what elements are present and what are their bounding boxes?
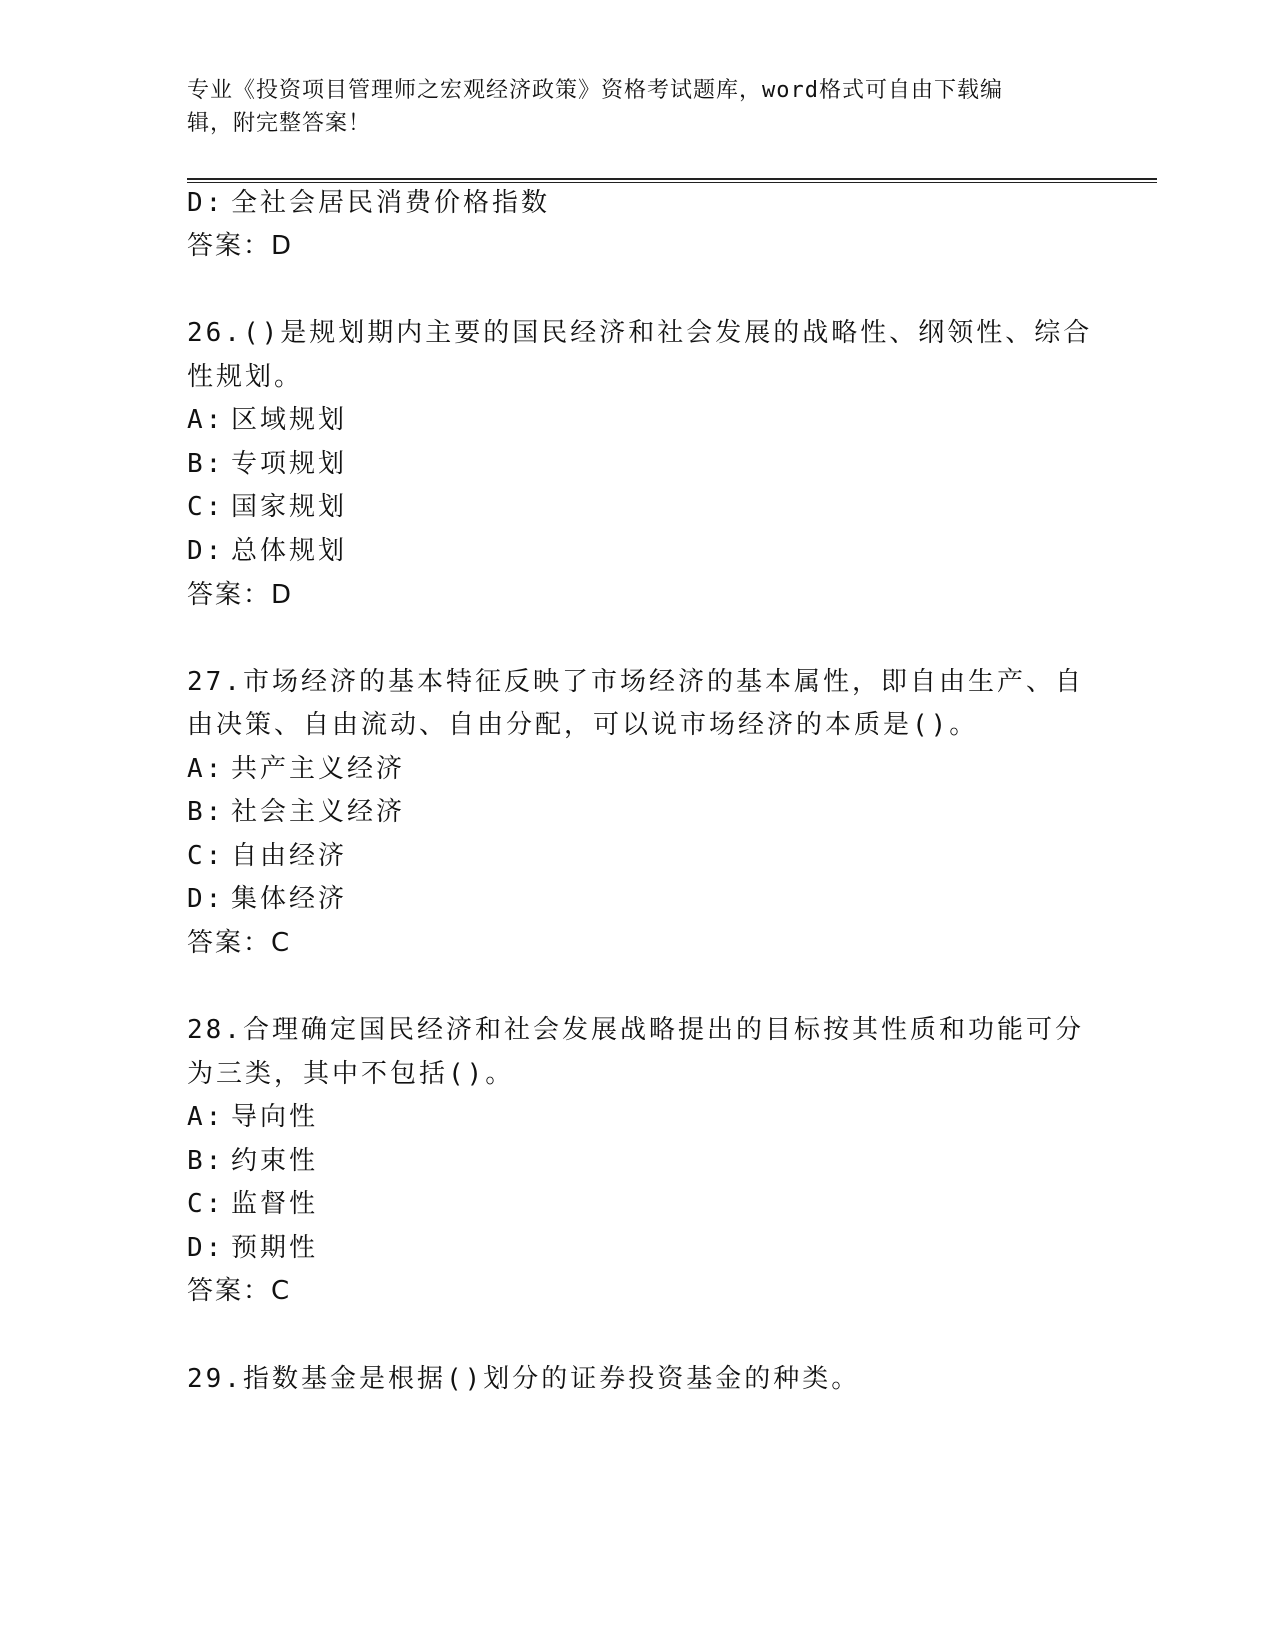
option-text: 区域规划 (231, 405, 348, 435)
option-c (187, 839, 347, 873)
option-prefix: D: (187, 188, 225, 218)
option-a (187, 752, 405, 786)
option-prefix: B: (187, 1146, 225, 1176)
option-d (187, 882, 347, 916)
option-text: 社会主义经济 (231, 797, 406, 827)
option-text: 约束性 (231, 1146, 319, 1176)
answer-line: 答案：C (187, 1276, 292, 1306)
question-26-line-2: 性规划。 (187, 362, 304, 392)
option-prefix: A: (187, 754, 225, 784)
answer-line: 答案：D (187, 231, 294, 261)
question-28-line-1: 28.合理确定国民经济和社会发展战略提出的目标按其性质和功能可分 (187, 1015, 1084, 1045)
answer-line: 答案：C (187, 928, 292, 958)
option-text: 自由经济 (231, 841, 348, 871)
option-a (187, 1100, 318, 1134)
option-b (187, 1144, 318, 1178)
option-b (187, 447, 347, 481)
document-header (187, 74, 1067, 140)
option-text: 监督性 (231, 1189, 319, 1219)
option-c (187, 490, 347, 524)
option-text: 预期性 (231, 1233, 319, 1263)
option-d (187, 186, 550, 220)
question-28-line-2: 为三类，其中不包括()。 (187, 1059, 515, 1089)
option-prefix: D: (187, 884, 225, 914)
option-d (187, 534, 347, 568)
option-text: 专项规划 (231, 449, 348, 479)
header-line-1: 专业《投资项目管理师之宏观经济政策》资格考试题库，word格式可自由下载编 (187, 78, 1003, 103)
option-d (187, 1231, 318, 1265)
option-prefix: C: (187, 1189, 225, 1219)
option-prefix: B: (187, 449, 225, 479)
question-27-line-1: 27.市场经济的基本特征反映了市场经济的基本属性，即自由生产、自 (187, 667, 1084, 697)
option-text: 全社会居民消费价格指数 (231, 188, 551, 218)
option-text: 总体规划 (231, 536, 348, 566)
option-text: 国家规划 (231, 492, 348, 522)
question-26-line-1: 26.()是规划期内主要的国民经济和社会发展的战略性、纲领性、综合 (187, 318, 1093, 348)
option-prefix: A: (187, 405, 225, 435)
option-text: 共产主义经济 (231, 754, 406, 784)
header-line-2: 辑，附完整答案！ (187, 111, 372, 136)
option-prefix: B: (187, 797, 225, 827)
option-b (187, 795, 405, 829)
option-prefix: C: (187, 841, 225, 871)
option-c (187, 1187, 318, 1221)
header-divider (187, 178, 1157, 183)
option-a (187, 403, 347, 437)
option-prefix: C: (187, 492, 225, 522)
answer-line: 答案：D (187, 580, 294, 610)
question-27-line-2: 由决策、自由流动、自由分配，可以说市场经济的本质是()。 (187, 710, 979, 740)
question-29-line-1: 29.指数基金是根据()划分的证券投资基金的种类。 (187, 1364, 861, 1394)
option-text: 集体经济 (231, 884, 348, 914)
option-prefix: D: (187, 536, 225, 566)
option-text: 导向性 (231, 1102, 319, 1132)
option-prefix: D: (187, 1233, 225, 1263)
option-prefix: A: (187, 1102, 225, 1132)
